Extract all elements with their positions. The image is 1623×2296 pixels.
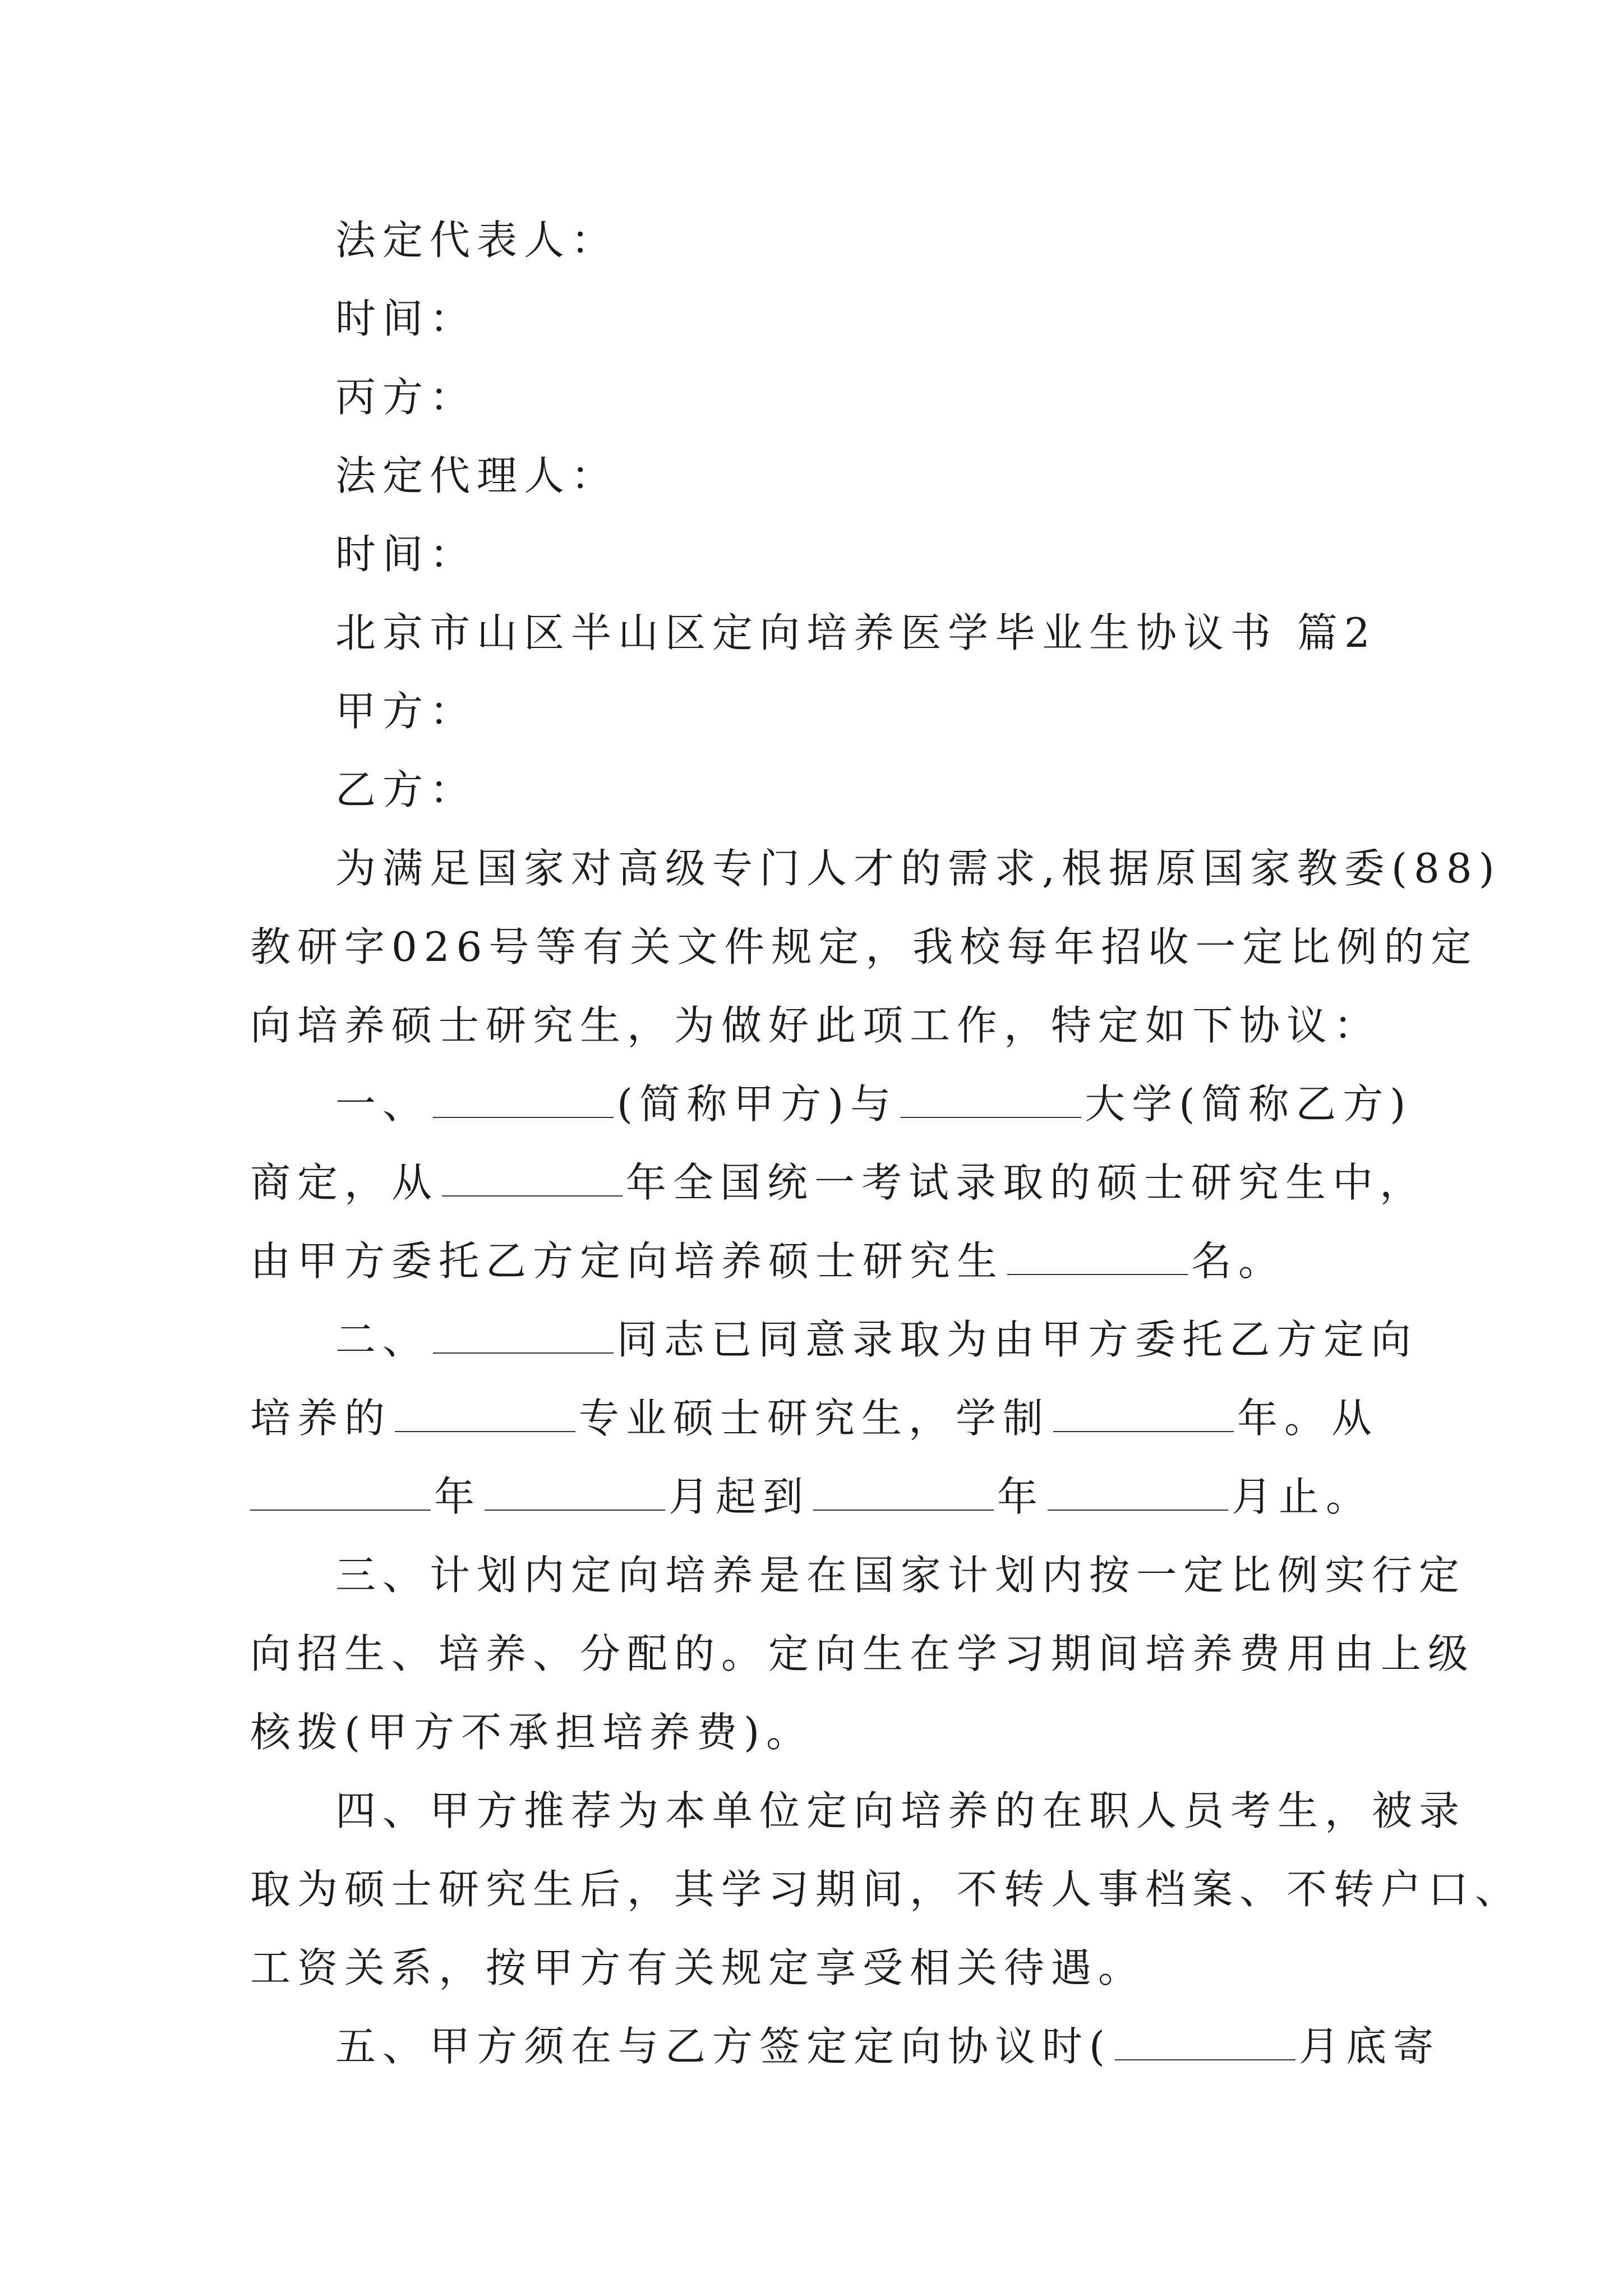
clause-1-line-1 xyxy=(335,1080,1413,1128)
clause-4-line-2: 取为硕士研究生后，其学习期间，不转人事档案、不转户口、 xyxy=(250,1866,1523,1913)
time-line-2: 时间： xyxy=(335,531,477,578)
clause-text: 商定，从 xyxy=(250,1159,439,1206)
fill-blank[interactable] xyxy=(1115,2056,1295,2060)
clause-text: 二、 xyxy=(335,1316,430,1363)
clause-text: 同志已同意录取为由甲方委托乙方定向 xyxy=(617,1316,1418,1363)
legal-representative-line: 法定代表人： xyxy=(335,217,619,264)
fill-blank[interactable] xyxy=(1007,1271,1188,1275)
section-title: 北京市山区半山区定向培养医学毕业生协议书 篇2 xyxy=(335,609,1377,656)
clause-text: 年 xyxy=(434,1473,482,1520)
clause-text: 专业硕士研究生，学制 xyxy=(579,1395,1050,1442)
clause-4-line-1: 四、甲方推荐为本单位定向培养的在职人员考生，被录 xyxy=(335,1787,1467,1834)
fill-blank[interactable] xyxy=(442,1192,623,1197)
fill-blank[interactable] xyxy=(813,1506,994,1511)
intro-line-1: 为满足国家对高级专门人才的需求,根据原国家教委(88) xyxy=(335,845,1501,892)
fill-blank[interactable] xyxy=(433,1114,614,1118)
clause-text: 年全国统一考试录取的硕士研究生中， xyxy=(626,1159,1427,1206)
time-line-1: 时间： xyxy=(335,295,477,342)
clause-text: 大学(简称乙方) xyxy=(1085,1080,1413,1128)
clause-3-line-2: 向招生、培养、分配的。定向生在学习期间培养费用由上级 xyxy=(250,1630,1476,1677)
clause-1-line-2 xyxy=(250,1159,1427,1206)
intro-line-2: 教研字026号等有关文件规定，我校每年招收一定比例的定 xyxy=(250,923,1478,970)
fill-blank[interactable] xyxy=(433,1349,614,1354)
clause-text: 月止。 xyxy=(1232,1473,1373,1520)
fill-blank[interactable] xyxy=(1048,1506,1228,1511)
clause-1-line-3 xyxy=(250,1237,1286,1285)
fill-blank[interactable] xyxy=(1053,1428,1234,1432)
clause-text: 年 xyxy=(997,1473,1045,1520)
clause-2-line-2 xyxy=(250,1395,1379,1442)
clause-2-line-3 xyxy=(250,1473,1373,1520)
fill-blank[interactable] xyxy=(395,1428,575,1432)
fill-blank[interactable] xyxy=(901,1114,1081,1118)
clause-text: 名。 xyxy=(1191,1237,1286,1285)
clause-5-line-1 xyxy=(335,2023,1441,2070)
legal-agent-line: 法定代理人： xyxy=(335,452,619,499)
party-b-line: 乙方： xyxy=(335,766,477,813)
clause-2-line-1 xyxy=(335,1316,1418,1363)
fill-blank[interactable] xyxy=(485,1506,665,1511)
party-a-line: 甲方： xyxy=(335,688,477,735)
clause-text: 五、甲方须在与乙方签定定向协议时( xyxy=(335,2023,1112,2070)
intro-line-3: 向培养硕士研究生，为做好此项工作，特定如下协议： xyxy=(250,1002,1381,1049)
clause-3-line-1: 三、计划内定向培养是在国家计划内按一定比例实行定 xyxy=(335,1552,1467,1599)
clause-text: 一、 xyxy=(335,1080,430,1128)
clause-text: 月起到 xyxy=(668,1473,810,1520)
party-c-line: 丙方： xyxy=(335,374,477,421)
clause-text: (简称甲方)与 xyxy=(617,1080,898,1128)
clause-text: 年。从 xyxy=(1237,1395,1379,1442)
clause-text: 月底寄 xyxy=(1299,2023,1441,2070)
clause-4-line-3: 工资关系，按甲方有关规定享受相关待遇。 xyxy=(250,1944,1146,1991)
clause-text: 由甲方委托乙方定向培养硕士研究生 xyxy=(250,1237,1004,1285)
fill-blank[interactable] xyxy=(250,1506,431,1511)
clause-text: 培养的 xyxy=(250,1395,392,1442)
clause-3-line-3: 核拨(甲方不承担培养费)。 xyxy=(250,1709,814,1756)
